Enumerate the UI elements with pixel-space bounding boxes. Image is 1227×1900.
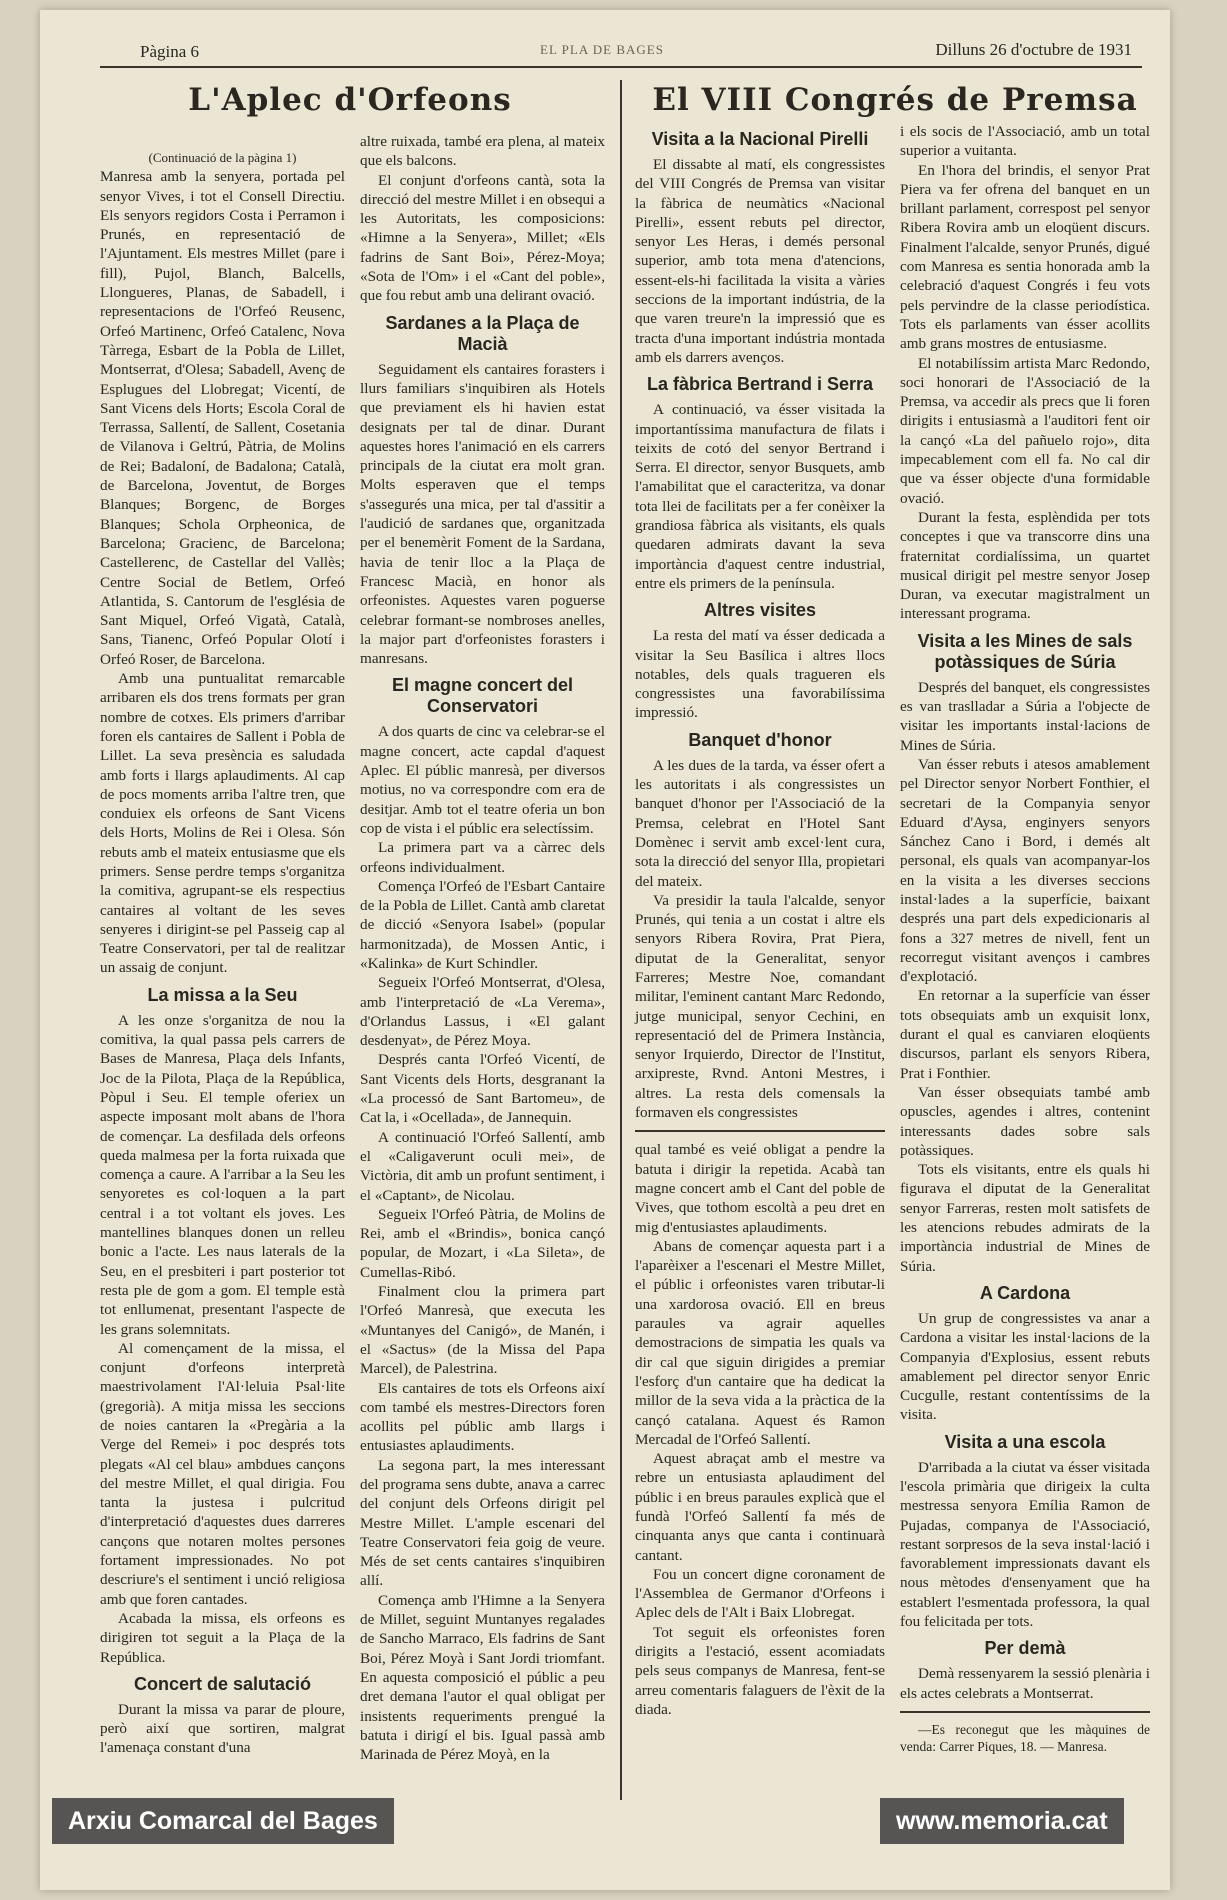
paragraph: Comença l'Orfeó de l'Esbart Cantaire de la Pobla de Lillet. Cantà amb claretat de dicció «Senyora Isabel» (popular harmonitzada), de Mossen Antic, i «Kalinka» de Kurt Schindler.	[360, 877, 605, 972]
section-rule	[900, 1711, 1150, 1713]
paragraph: Els cantaires de tots els Orfeons així com també els mestres-Directors foren acollits pel públic amb llargs i entusiastes aplaudiments.	[360, 1379, 605, 1455]
paragraph: A les onze s'organitza de nou la comitiva, la qual passa pels carrers de Bases de Manresa, Plaça dels Infants, Joc de la Pilota, Plaça de la República, Pòpul i Seu. El temple oferiex un aspecte imposant molt abans de l'hora de començar. La desfilada dels orfeons queda malmesa per la forta ruixada que comença a caure. A l'arribar a la Seu les senyoretes es col·loquen a la part central i a tot voltant els joves. Les mantellines blanques donen un relleu bonic a l'acte. Les naus laterals de la Seu, en el presbiteri i part posterior tot resta ple de gom a gom. El temple està tot enllumenat, presentant l'aspecte de les grans solemnitats.	[100, 1011, 345, 1338]
section-heading: Banquet d'honor	[688, 729, 832, 750]
paragraph: Durant la festa, esplèndida per tots conceptes i que va transcorre dins una fraternitat cordialíssima, un quartet musical dirigit pel mestre senyor Josep Duran, va executar magistralment un interessant programa.	[900, 508, 1150, 623]
paragraph: Manresa amb la senyera, portada pel senyor Vives, i tot el Consell Directiu. Els senyors regidors Costa i Perramon i Prunés, en representació de l'Ajuntament. Els mestres Millet (pare i fill), Pujol, Blanch, Balcells, Llongueres, Planas, de Sabadell, i representacions de l'Orfeó Reusenc, Orfeó Martinenc, Orfeó Catalenc, Nova Tàrrega, Esbart de la Pobla de Lillet, Montserrat, d'Olesa; Sabadell, Avenç de Esplugues del Llobregat; Vicentí, de Sant Vicens dels Horts; Escola Coral de Terrassa, Sallentí, de Sallent, Cosetania de Vilanova i Geltrú, Pàtria, de Molins de Rei; Badaloní, de Badalona; Català, de Barcelona, Joventut, de Borges Blanques; Borgenc, de Borges Blanques; Schola Orpheonica, de Barcelona; Gracienc, de Barcelona; Castellerenc, de Castellar del Vallès; Centre Social de Betlem, Orfeó Atlantida, S. Cantorum de l'església de Sant Miquel, Orfeó Vigatà, Català, Sans, Tianenc, Orfeó Popular Olotí i Orfeó Roser, de Barcelona.	[100, 168, 345, 668]
continuation-note: (Continuació de la pàgina 1)	[148, 150, 297, 165]
sales-notice: —Es reconegut que les màquines de venda: Carrer Piques, 18. — Manresa.	[900, 1721, 1150, 1754]
column-divider	[620, 80, 622, 1800]
paragraph: La resta del matí va ésser dedicada a visitar la Seu Basílica i altres llocs notables, dels quals tragueren els congressistes una favorabilíssima impressió.	[635, 627, 885, 722]
paragraph: Al començament de la missa, el conjunt d'orfeons interpretà maestrivolament l'Al·leluia Psal·lite (gregorià). A mitja missa les seccions de noies cantaren la «Pregària a la Verge del Remei» i poc després tots plegats «Al cel blau» ambdues cançons del mestre Millet, el qual dirigia. Fou tanta la justesa i pulcritud d'interpretació d'aquestes dues darreres cançons que notaren moltes persones fortament impressionades. No pot descriure's el sentiment i unció religiosa amb que foren cantades.	[100, 1339, 345, 1608]
paragraph: Aquest abraçat amb el mestre va rebre un entusiasta aplaudiment del públic i en breus paraules explicà que el fundà l'Orfeó Sallentí fa més de cinquanta anys que canta i continuarà cantant.	[635, 1450, 885, 1564]
column-4	[900, 122, 1150, 1755]
paragraph: Segueix l'Orfeó Pàtria, de Molins de Rei, amb el «Brindis», bonica cançó popular, de Mozart, i «La Sileta», de Cumellas-Ribó.	[360, 1205, 605, 1281]
section-heading: A Cardona	[979, 1282, 1071, 1303]
paragraph: Després del banquet, els congressistes es van traslladar a Súria a l'objecte de visitar les importants instal·lacions de Mines de Súria.	[900, 678, 1150, 754]
paragraph: Acabada la missa, els orfeons es dirigiren tot seguit a la Plaça de la República.	[100, 1609, 345, 1666]
paragraph: En l'hora del brindis, el senyor Prat Piera va fer ofrena del banquet en un brillant parlament, correspost pel senyor Ribera Rovira amb un eloqüent discurs. Finalment l'alcalde, senyor Prunés, digué com Manresa es sentia honorada amb la celebració d'aquest Congrés i feu vots pels pervindre de la classe periodística. Tots els parlaments van ésser acollits amb grans mostres de entusiasme.	[900, 161, 1150, 353]
paragraph: Seguidament els cantaires forasters i llurs familiars s'inquibiren als Hotels que previament els hi havien estat designats per tal de dinar. Durant aquestes hores l'animació en els carrers principals de la ciutat era molt gran. Molts esperaven que el temps s'assegurés una mica, per tal d'assitir a l'audició de sardanes que, organitzada per el benemèrit Foment de la Sardana, havia de tenir lloc a la Plaça de Francesc Macià, en honor als orfeonistes. Aquestes varen poguerse celebrar formant-se nombroses anelles, la major part d'orfeonistes forasters i manresans.	[360, 360, 605, 668]
left-article-title: L'Aplec d'Orfeons	[188, 82, 512, 118]
section-heading: La missa a la Seu	[147, 984, 298, 1005]
paragraph: Després canta l'Orfeó Vicentí, de Sant Vicents dels Horts, desgranant la «La processó de Sant Bartomeu», de Cat la, i «Ocellada», de Jannequin.	[360, 1051, 605, 1127]
paragraph: Comença amb l'Himne a la Senyera de Millet, seguint Muntanyes regalades de Sancho Marraco, Els fadrins de Sant Boi, Pérez Moyà i Sant Jordi triomfant. En aquesta composició el públic a peu dret demana l'autor el qual obligat per insistents requeriments prengué la batuta i dirigí el bis. Igual passà amb Marinada de Pérez Moyà, en la	[360, 1591, 605, 1764]
paragraph: Durant la missa va parar de ploure, però així que sortiren, malgrat l'amenaça constant d'una	[100, 1700, 345, 1757]
newspaper-page	[40, 10, 1170, 1890]
newspaper-name: EL PLA DE BAGES	[540, 42, 664, 57]
paragraph: La primera part va a càrrec dels orfeons individualment.	[360, 839, 605, 876]
website-watermark: www.memoria.cat	[880, 1798, 1124, 1844]
paragraph: Va presidir la taula l'alcalde, senyor Prunés, qui tenia a un costat i altre els senyors Ribera Rovira, Prat Piera, diputat de la Generalitat, senyor Farreres; Mestre Noe, comandant militar, l'eminent cantant Marc Redondo, jutge municipal, senyor Cechini, en representació del de Primera Instància, senyor Irquierdo, Director de l'Institut, arxipreste, Rvnd. Antoni Mestres, i altres. La resta dels comensals la formaven els congressistes	[635, 891, 885, 1122]
paragraph: A continuació, va ésser visitada la importantíssima manufactura de filats i teixits de cotó del senyor Bertrand i Serra. El director, senyor Busquets, amb l'amabilitat que el caracteritza, va donar tota llei de facilitats per a fer conèixer la grandiosa fàbrica als visitants, els quals quedaren admirats davant la seva importància d'aquest centre industrial, entre els primers de la península.	[635, 401, 885, 592]
section-heading: El magne concert del Conservatori	[391, 675, 574, 717]
paragraph: A continuació l'Orfeó Sallentí, amb el «Caligaverunt oculi mei», de Victòria, dit amb un profunt sentiment, i el «Captant», de Nicolau.	[360, 1128, 605, 1204]
page-number: Pàgina 6	[140, 42, 200, 61]
section-heading: Per demà	[984, 1638, 1066, 1659]
paragraph: Finalment clou la primera part l'Orfeó Manresà, que executa les «Muntanyes del Canigó», de Manén, i el «Sactus» (de la Missa del Papa Marcel), de Palestrina.	[360, 1283, 605, 1378]
paragraph: Segueix l'Orfeó Montserrat, d'Olesa, amb l'interpretació de «La Verema», d'Orlandus Lassus, i «El galant desdenyat», de Pérez Moya.	[360, 974, 605, 1050]
paragraph: El notabilíssim artista Marc Redondo, soci honorari de l'Associació de la Premsa, va accedir als precs que li foren dirigits i entusiasmà a l'auditori fent oir la cançó «La del pañuelo rojo», dita impecablement com ell fa. No cal dir que va ésser objecte d'una formidable ovació.	[900, 354, 1150, 507]
paragraph: Van ésser obsequiats també amb opuscles, agendes i altres, contenint interessants dades sobre sals potàssiques.	[900, 1083, 1150, 1159]
issue-date: Dilluns 26 d'octubre de 1931	[935, 40, 1132, 59]
section-heading: Visita a una escola	[944, 1431, 1106, 1452]
paragraph: qual també es veié obligat a pendre la batuta i dirigir la repetida. Acabà tan magne concert amb el Cant del poble de Vives, que tothom escoltà a peu dret en mig d'entusiastes aplaudiments.	[635, 1141, 885, 1236]
paragraph: altre ruixada, també era plena, al mateix que els balcons.	[360, 133, 605, 170]
paragraph: En retornar a la superfície van ésser tots obsequiats amb un exquisit lonx, durant el qual es canviaren eloqüents discursos, parlant els senyors Ribera, Prat i Fonthier.	[900, 987, 1150, 1082]
section-heading: Sardanes a la Plaça de Macià	[385, 312, 580, 354]
paragraph: Un grup de congressistes va anar a Cardona a visitar les instal·lacions de la Companyia d'Explosius, essent rebuts amablement pel director senyor Enric Cucgulle, restant contentíssims de la visita.	[900, 1309, 1150, 1424]
paragraph: A dos quarts de cinc va celebrar-se el magne concert, acte capdal d'aquest Aplec. El públic manresà, per diversos motius, no va correspondre com era de desitjar. Amb tot el teatre oferia un bon cop de vista i el públic era selectíssim.	[360, 723, 605, 837]
paragraph: A les dues de la tarda, va ésser ofert a les autoritats i als congressistes un banquet d'honor per l'Associació de la Premsa, celebrat en l'Hotel Sant Domènec i servit amb excel·lent cura, sota la direcció del senyor Illa, propietari del mateix.	[635, 756, 885, 890]
section-rule	[635, 1130, 885, 1132]
column-3	[635, 122, 885, 1719]
column-1	[100, 148, 345, 1758]
paragraph: Demà ressenyarem la sessió plenària i els actes celebrats a Montserrat.	[900, 1665, 1150, 1702]
paragraph: i els socis de l'Associació, amb un total superior a vuitanta.	[900, 123, 1150, 160]
paragraph: Amb una puntualitat remarcable arribaren els dos trens formats per gran nombre de cotxes. Els primers d'arribar foren els cantaires de Sallent i Pobla de Lillet. La seva presència es saludada amb forts i llargs aplaudiments. Al cap de pocs moments arriba l'altre tren, que conduiex els orfeons de Sant Vicens dels Horts, Molins de Rei i Olesa. Són rebuts amb el mateix entusiasme que els primers. Sense perdre temps s'organitza la comitiva, agrupant-se els respectius cantaires al voltant de les seves senyeres i dirigint-se pel Passeig cap al Teatre Conservatori, per tal de realitzar un assaig de conjunt.	[100, 670, 345, 977]
section-heading: Visita a la Nacional Pirelli	[651, 129, 869, 149]
paragraph: La segona part, la mes interessant del programa sens dubte, anava a carrec del conjunt dels Orfeons dirigit pel Mestre Millet. L'ample escenari del Teatre Conservatori feia goig de veure. Més de set cents cantaires s'inquibiren allí.	[360, 1456, 605, 1590]
section-heading: Visita a les Mines de sals potàssiques de Súria	[917, 630, 1133, 672]
section-heading: Concert de salutació	[133, 1673, 312, 1694]
paragraph: El dissabte al matí, els congressistes del VIII Congrés de Premsa van visitar la fàbrica de neumàtics «Nacional Pirelli», essent rebuts pel director, senyor Les Heras, i demés personal superior, amb tota mena d'atencions, essent-els-hi facilitada la visita a vàries seccions de la important indústria, de la que varen treure'n la impressió que es tracta d'una important indústria montada amb els darrers avenços.	[635, 156, 885, 366]
paragraph: Fou un concert digne coronament de l'Assemblea de Germanor d'Orfeons i Aplec dels de l'Alt i Baix Llobregat.	[635, 1565, 885, 1622]
column-2	[360, 132, 605, 1764]
archive-watermark: Arxiu Comarcal del Bages	[52, 1798, 394, 1844]
right-article-title: El VIII Congrés de Premsa	[652, 82, 1138, 118]
paragraph: Tot seguit els orfeonistes foren dirigits a l'estació, essent acomiadats pels seus companys de Manresa, fent-se arreu comentaris falaguers de l'èxit de la diada.	[635, 1623, 885, 1718]
section-heading: La fàbrica Bertrand i Serra	[646, 374, 874, 395]
section-heading: Altres visites	[703, 600, 817, 621]
paragraph: Abans de començar aquesta part i a l'aparèixer a l'escenari el Mestre Millet, el públic i orfeonistes varen tributar-li una xardorosa ovació. Ell en breus paraules va agrair aquelles demostracions de simpatia les quals va dir cal que siguin dirigides a premiar l'esforç d'un cantaire que ha dedicat la millor de la seva vida a la pràctica de la cançó catalana. Aquest és Ramon Mercadal de l'Orfeó Sallentí.	[635, 1237, 885, 1448]
page-header	[100, 38, 1142, 68]
paragraph: Van ésser rebuts i atesos amablement pel Director senyor Norbert Fonthier, el secretari de la Companyia senyor Eduard d'Aysa, enginyers senyors Sánchez Cano i Bord, i demés alt personal, els quals van acompanyar-los en la visita a les diverses seccions instal·lades a la superfície, baixant després una part dels expedicionaris al fons a 327 metres de nivell, fent un recorregut visitant avenços i cambres d'explotació.	[900, 755, 1150, 986]
paragraph: Tots els visitants, entre els quals hi figurava el diputat de la Generalitat senyor Farreras, resten molt satisfets de les atencions rebudes admirats de la importància industrial de Mines de Súria.	[900, 1161, 1150, 1275]
paragraph: D'arribada a la ciutat va ésser visitada l'escola primària que dirigeix la culta mestressa senyora Emília Ramon de Pujadas, companya de l'Associació, restant sorpresos de la seva instal·lació i favorablement impressionats davant els nous mètodes d'ensenyament que ha establert l'esmentada professora, la qual fou felicitada per tots.	[900, 1458, 1150, 1631]
paragraph: El conjunt d'orfeons cantà, sota la direcció del mestre Millet i en obsequi a les Autoritats, les composicions: «Himne a la Senyera», Millet; «Els fadrins de Sant Boi», Pérez-Moya; «Sota de l'Om» i el «Cant del poble», que fou rebut amb una delirant ovació.	[360, 171, 605, 305]
